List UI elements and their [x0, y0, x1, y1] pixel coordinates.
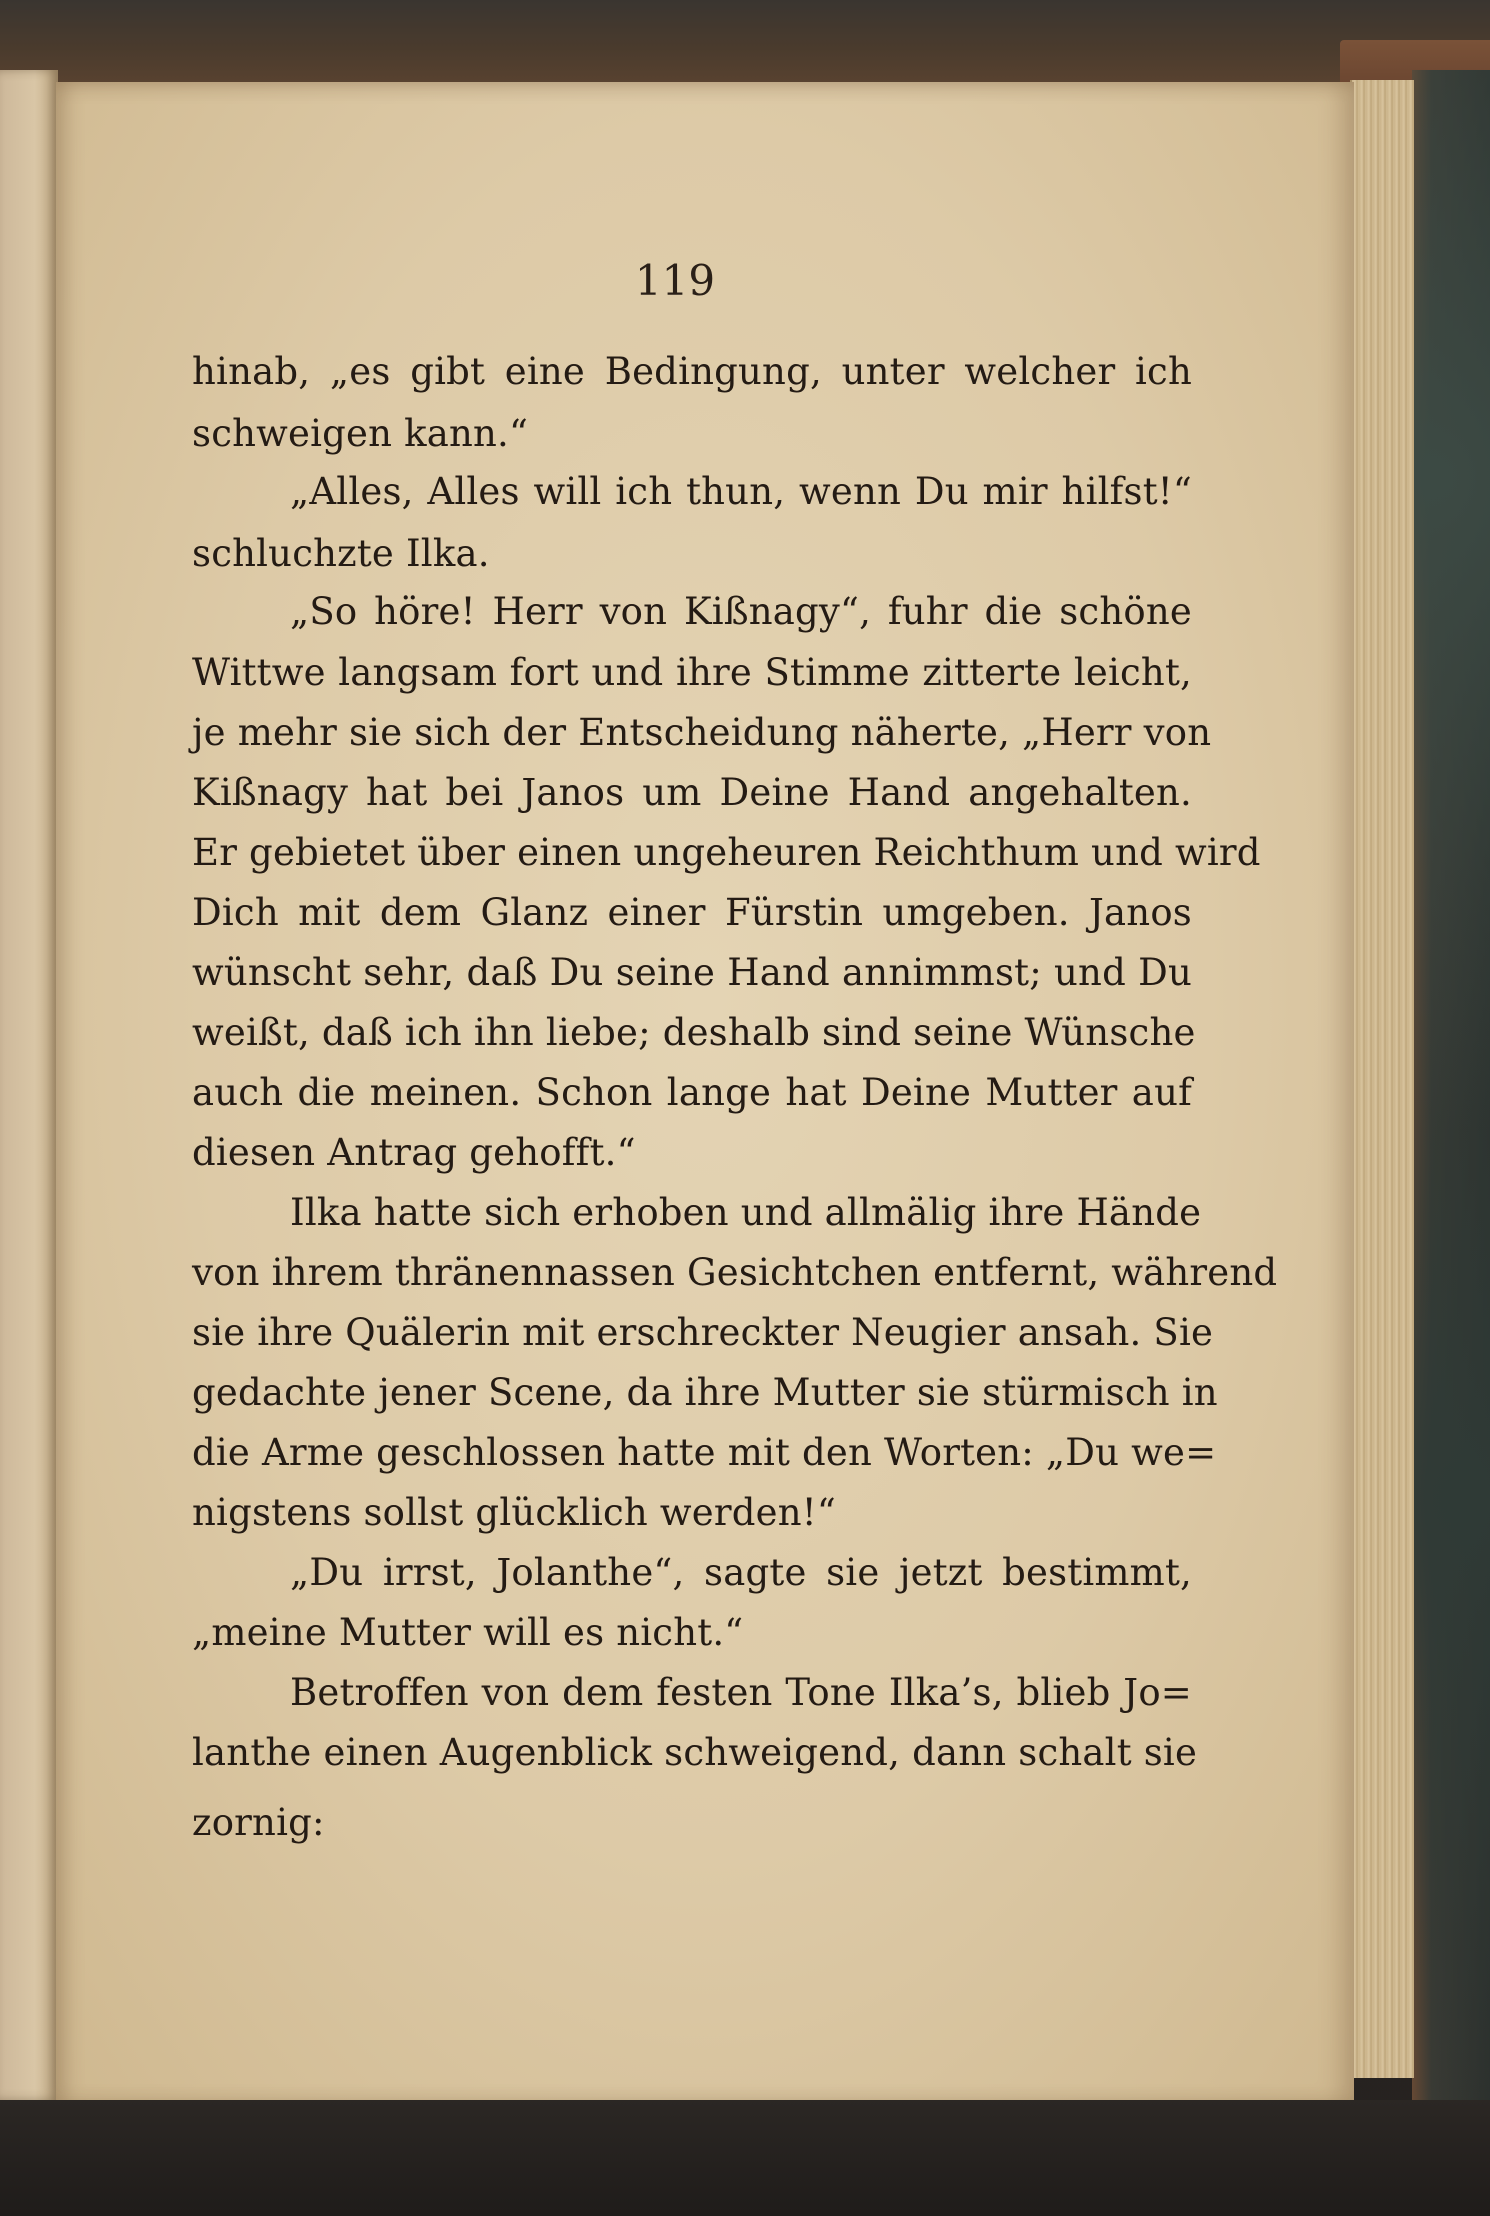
- text-line: zornig:: [192, 1801, 325, 1844]
- text-line: Er gebietet über einen ungeheuren Reichthum und wird: [192, 831, 1261, 874]
- text-line: die Arme geschlossen hatte mit den Worten: „Du we=: [192, 1431, 1217, 1474]
- text-line: diesen Antrag gehofft.“: [192, 1131, 636, 1174]
- right-cover: [1412, 70, 1490, 2110]
- text-line: „So höre! Herr von Kißnagy“, fuhr die schöne: [290, 590, 1192, 633]
- text-line: „Alles, Alles will ich thun, wenn Du mir hilfst!“: [290, 470, 1192, 513]
- text-line: Wittwe langsam fort und ihre Stimme zitterte leicht,: [192, 651, 1192, 694]
- text-line: schluchzte Ilka.: [192, 532, 490, 575]
- text-line: sie ihre Quälerin mit erschreckter Neugier ansah. Sie: [192, 1311, 1214, 1354]
- text-line: lanthe einen Augenblick schweigend, dann schalt sie: [192, 1731, 1198, 1774]
- text-line: Ilka hatte sich erhoben und allmälig ihre Hände: [290, 1191, 1202, 1234]
- page-number: 119: [634, 256, 716, 305]
- text-line: von ihrem thränennassen Gesichtchen entfernt, während: [192, 1251, 1278, 1294]
- text-line: weißt, daß ich ihn liebe; deshalb sind seine Wünsche: [192, 1011, 1196, 1054]
- top-binding: [0, 0, 1490, 88]
- text-line: je mehr sie sich der Entscheidung näherte, „Herr von: [192, 711, 1212, 754]
- text-line: gedachte jener Scene, da ihre Mutter sie stürmisch in: [192, 1371, 1218, 1414]
- text-line: auch die meinen. Schon lange hat Deine Mutter auf: [192, 1071, 1192, 1114]
- text-line: nigstens sollst glücklich werden!“: [192, 1491, 836, 1534]
- bottom-shadow: [0, 2100, 1490, 2216]
- text-line: Kißnagy hat bei Janos um Deine Hand angehalten.: [192, 771, 1192, 814]
- text-line: Dich mit dem Glanz einer Fürstin umgeben. Janos: [192, 891, 1192, 934]
- left-page-edge: [0, 70, 58, 2100]
- text-line: „Du irrst, Jolanthe“, sagte sie jetzt bestimmt,: [290, 1551, 1192, 1594]
- page-edge-stack: [1350, 80, 1414, 2078]
- text-line: hinab, „es gibt eine Bedingung, unter welcher ich: [192, 350, 1192, 393]
- text-line: schweigen kann.“: [192, 412, 529, 455]
- text-line: „meine Mutter will es nicht.“: [192, 1611, 744, 1654]
- text-line: Betroffen von dem festen Tone Ilka’s, blieb Jo=: [290, 1671, 1192, 1714]
- text-line: wünscht sehr, daß Du seine Hand annimmst; und Du: [192, 951, 1192, 994]
